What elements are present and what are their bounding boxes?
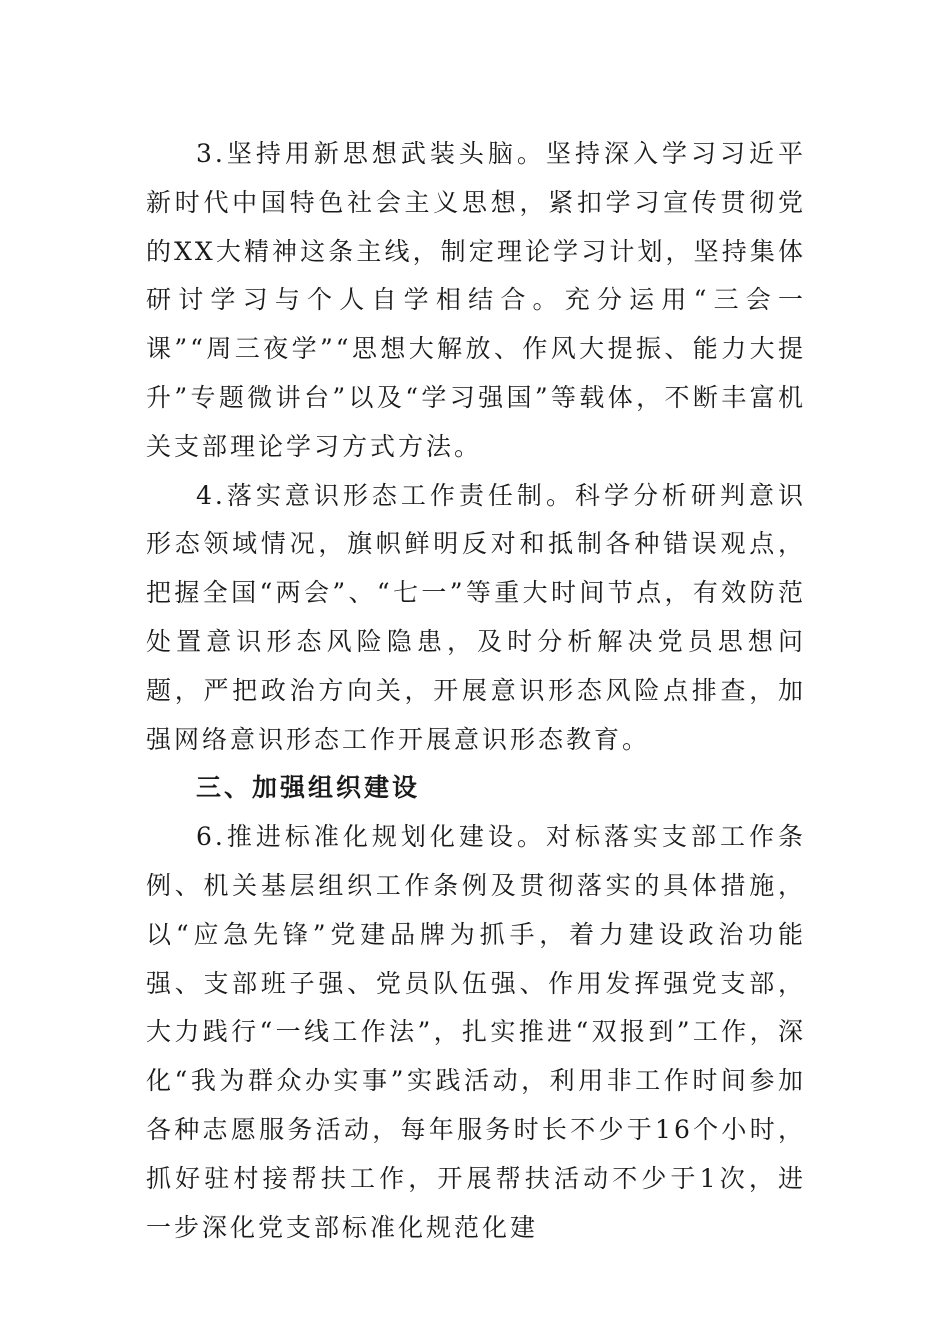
section-heading: 三、加强组织建设 bbox=[196, 773, 421, 803]
paragraph-ideology-responsibility: 4.落实意识形态工作责任制。科学分析研判意识形态领域情况，旗帜鲜明反对和抵制各种错误观点，把握全国“两会”、“七一”等重大时间节点，有效防范处置意识形态风险隐患，及时分析解决党员思想问题，严把政治方向关，开展意识形态风险点排查，加强网络意识形态工作开展意识形态教育。 bbox=[146, 480, 806, 754]
paragraph-study-thought: 3.坚持用新思想武装头脑。坚持深入学习习近平新时代中国特色社会主义思想，紧扣学习宣传贯彻党的XX大精神这条主线，制定理论学习计划，坚持集体研讨学习与个人自学相结合。充分运用“三会一课”“周三夜学”“思想大解放、作风大提振、能力大提升”专题微讲台”以及“学习强国”等载体，不断丰富机关支部理论学习方式方法。 bbox=[146, 139, 806, 461]
document-page bbox=[146, 130, 806, 1252]
paragraph-standardization: 6.推进标准化规划化建设。对标落实支部工作条例、机关基层组织工作条例及贯彻落实的具体措施，以“应急先锋”党建品牌为抓手，着力建设政治功能强、支部班子强、党员队伍强、作用发挥强党支部，大力践行“一线工作法”，扎实推进“双报到”工作，深化“我为群众办实事”实践活动，利用非工作时间参加各种志愿服务活动，每年服务时长不少于16个小时，抓好驻村接帮扶工作，开展帮扶活动不少于1次，进一步深化党支部标准化规范化建 bbox=[146, 822, 806, 1242]
